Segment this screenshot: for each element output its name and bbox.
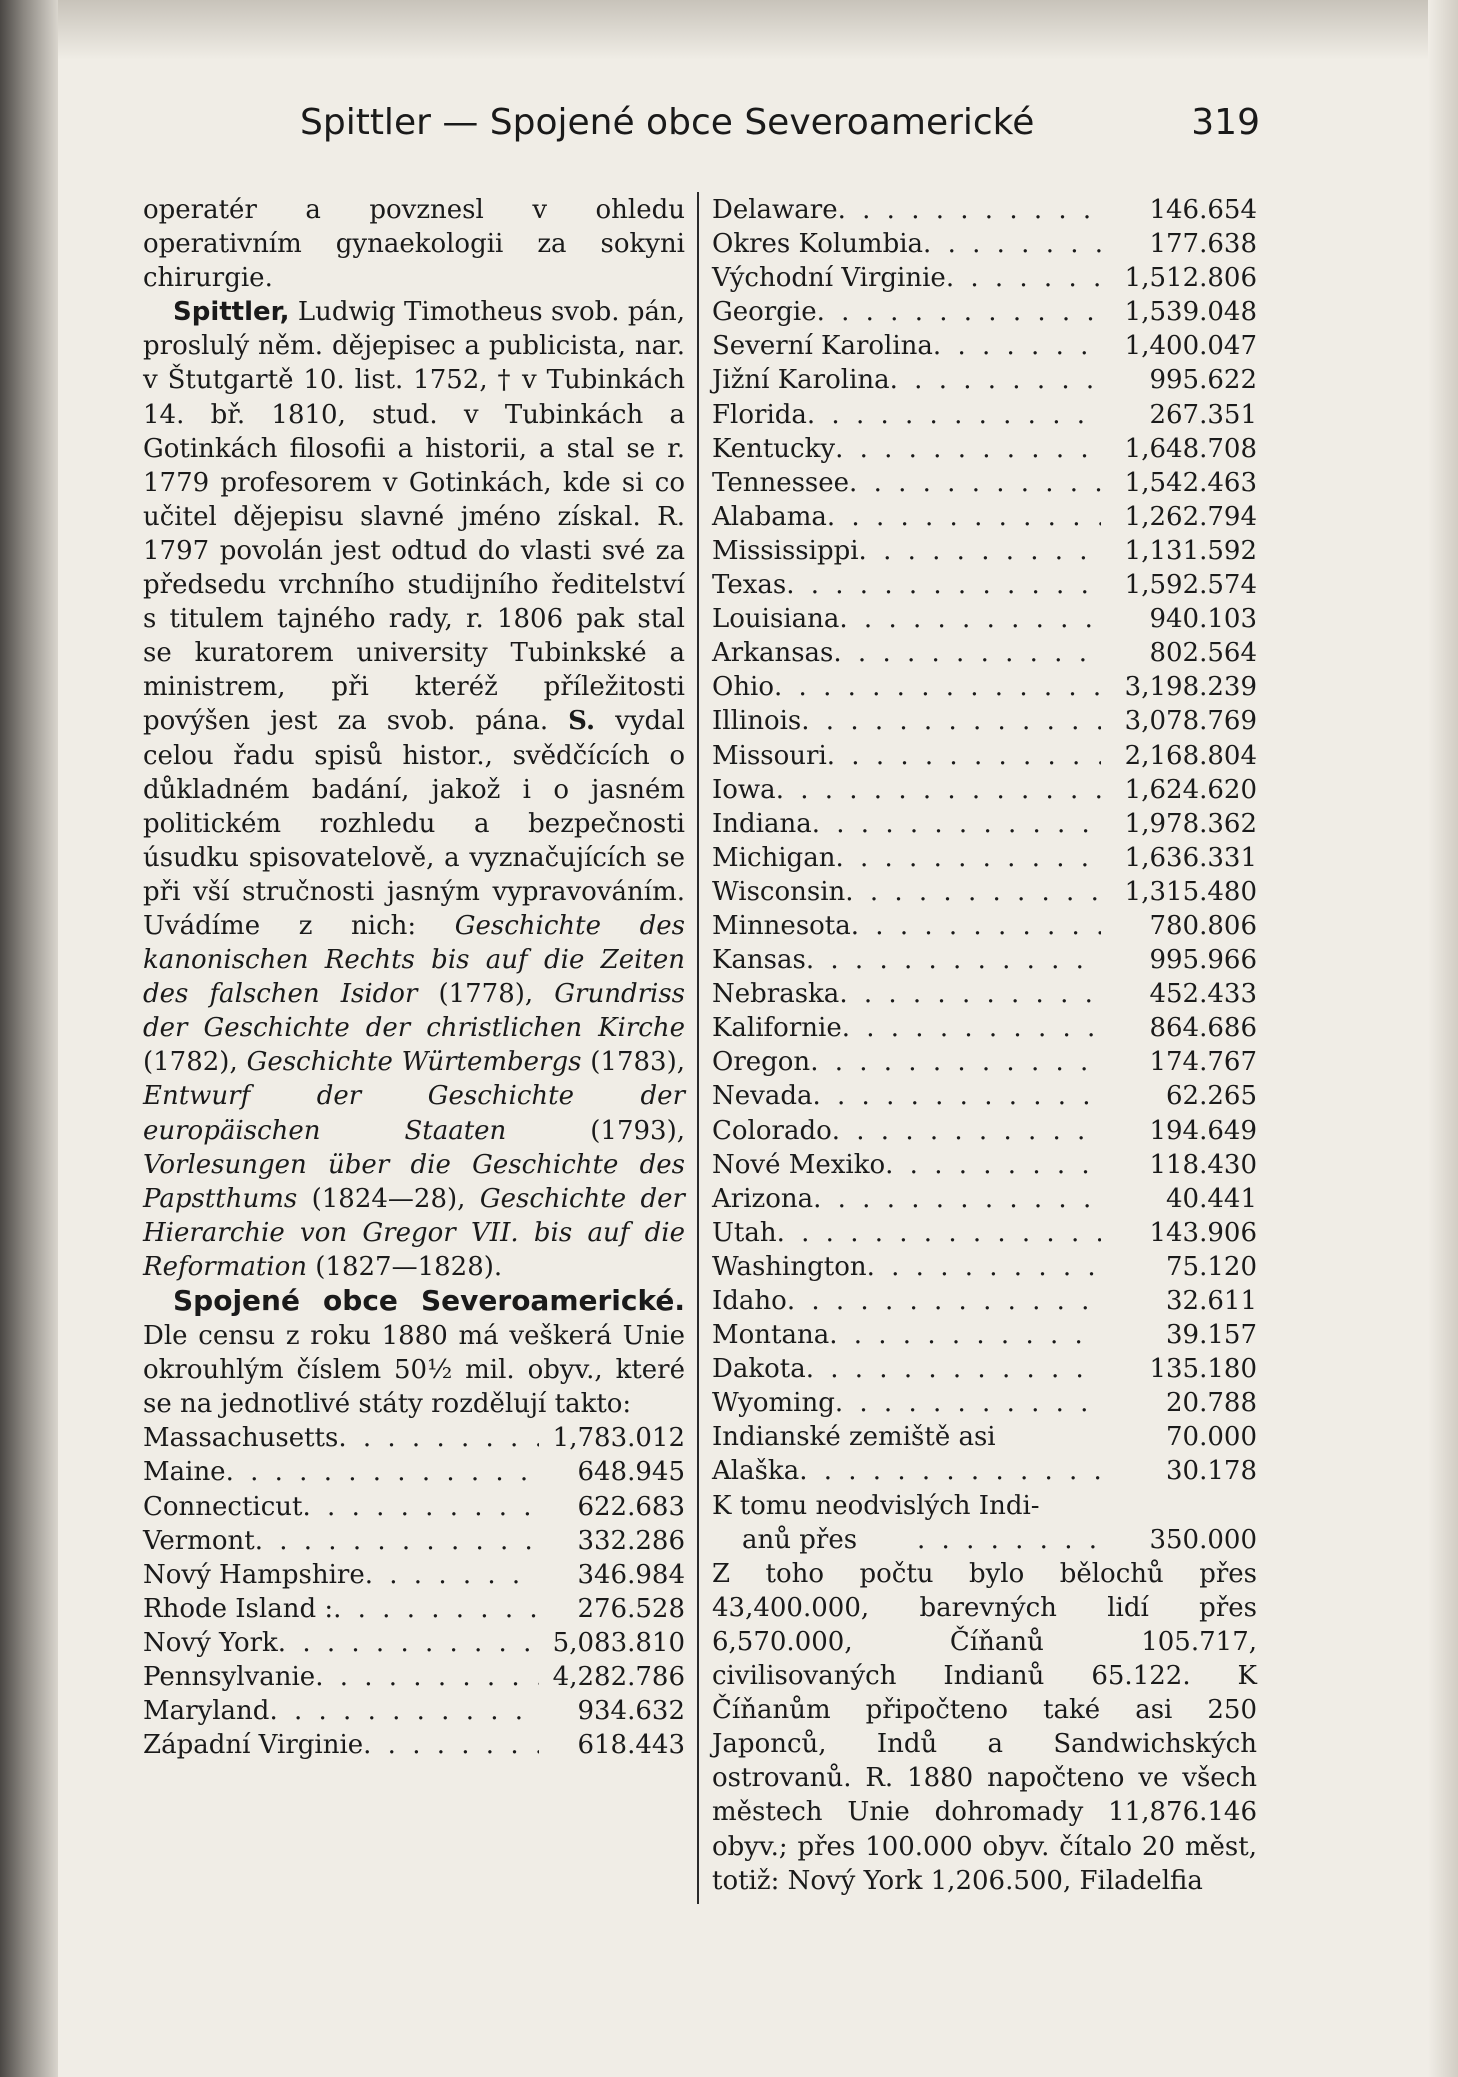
work-year: (1782), [143, 1047, 247, 1078]
page-edge-left [0, 0, 58, 2077]
table-row [143, 1558, 685, 1592]
paragraph-operater: operatér a povznesl v ohledu operativním gynaekologii za sokyni chirurgie. [143, 195, 685, 294]
table-row [712, 568, 1257, 602]
state-population: 276.528 [577, 1593, 685, 1624]
state-name: Maine [143, 1457, 226, 1488]
table-row [712, 1318, 1257, 1352]
state-name: Indianské zemiště asi [712, 1422, 996, 1453]
table-row [712, 500, 1257, 534]
page-edge-top [0, 0, 1458, 60]
state-name: Mississippi [712, 535, 859, 566]
leader-dots [835, 432, 1101, 466]
table-row [143, 1490, 685, 1524]
state-name: Západní Virginie [143, 1730, 364, 1761]
work-year: (1778), [417, 979, 555, 1010]
left-column [143, 193, 685, 1762]
state-name: Kentucky [712, 433, 836, 464]
state-name: Connecticut [143, 1491, 303, 1522]
state-name: Iowa [712, 774, 776, 805]
state-population: 648.945 [577, 1457, 685, 1488]
state-population: 177.638 [1149, 229, 1257, 260]
table-row-indians-label [712, 1489, 1257, 1523]
leader-dots [799, 1454, 1101, 1488]
work-title: Geschichte Würtembergs [246, 1047, 582, 1078]
leader-dots [832, 1114, 1101, 1148]
table-row [712, 1114, 1257, 1148]
work-year: (1824—28), [297, 1183, 480, 1214]
state-name: Colorado [712, 1115, 832, 1146]
indians-name: anů přes [742, 1524, 858, 1555]
table-row [712, 977, 1257, 1011]
state-population: 20.788 [1166, 1388, 1257, 1419]
leader-dots [269, 1694, 539, 1728]
state-population: 30.178 [1166, 1456, 1257, 1487]
state-name: Nevada [712, 1081, 813, 1112]
state-name: Alabama [712, 501, 827, 532]
state-name: Washington [712, 1251, 867, 1282]
entry-spittler [143, 295, 685, 1284]
entry-text: Ludwig Timotheus svob. pán, proslulý něm. dějepisec a publicista, nar. v Štutgartě 10. list. 1752, † v Tubinkách 14. bř. 1810, stud. v Tubinkách a Gotinkách filosofii a historii, a stal se r. 1779 profesorem v Gotinkách, kde si co učitel dějepisu slavné jméno získal. R. 1797 povolán jest odtud do vlasti své za předsedu vrchního studijního ředitelství s titulem tajného rady, r. 1806 pak stal se kuratorem university Tubinkské a ministrem, při kteréž příležitosti povýšen jest za svob. pána. [143, 297, 685, 737]
state-name: Massachusetts [143, 1423, 339, 1454]
table-row [712, 193, 1257, 227]
state-population: 1,978.362 [1124, 808, 1257, 839]
state-population: 146.654 [1149, 195, 1257, 225]
state-name: Severní Karolina [712, 331, 933, 362]
leader-dots [363, 1728, 539, 1762]
leader-dots [867, 1250, 1101, 1284]
census-table-right [712, 193, 1257, 1557]
state-population: 1,262.794 [1124, 501, 1257, 532]
state-name: Maryland [143, 1696, 270, 1727]
table-row [712, 773, 1257, 807]
state-population: 940.103 [1149, 604, 1257, 635]
leader-dots [303, 1490, 539, 1524]
leader-dots [255, 1524, 539, 1558]
state-population: 1,131.592 [1124, 535, 1257, 566]
state-population: 4,282.786 [552, 1662, 685, 1693]
leader-dots [786, 568, 1101, 602]
page-number: 319 [1191, 102, 1260, 143]
leader-dots [859, 534, 1101, 568]
table-row [712, 1045, 1257, 1079]
leader-dots [885, 1148, 1101, 1182]
state-population: 332.286 [577, 1525, 685, 1556]
state-population: 802.564 [1149, 638, 1257, 669]
state-name: Indiana [712, 808, 812, 839]
table-row [712, 670, 1257, 704]
table-row [712, 875, 1257, 909]
leader-dots [807, 398, 1101, 432]
table-row [143, 1524, 685, 1558]
leader-dots [776, 773, 1101, 807]
leader-dots [338, 1421, 539, 1455]
work-title: Grundriss der Geschichte der christlichen Kirche [143, 979, 686, 1044]
work-title: Geschichte der Hierarchie von Gregor VII. bis auf die Reformation [143, 1183, 685, 1282]
leader-dots [777, 1216, 1101, 1250]
state-population: 1,592.574 [1124, 570, 1257, 601]
table-row [712, 227, 1257, 261]
leader-dots [851, 909, 1101, 943]
state-population: 934.632 [577, 1696, 685, 1727]
state-name: Jižní Karolina [712, 365, 890, 396]
leader-dots [839, 977, 1101, 1011]
table-row [712, 466, 1257, 500]
state-population: 5,083.810 [552, 1627, 685, 1658]
state-name: Nový York [143, 1627, 278, 1658]
state-population: 1,783.012 [552, 1423, 685, 1454]
state-name: Arizona [712, 1183, 814, 1214]
state-name: Arkansas [712, 638, 834, 669]
table-row [143, 1592, 685, 1626]
leader-dots [315, 1660, 539, 1694]
leader-dots [827, 500, 1101, 534]
table-row [712, 1284, 1257, 1318]
state-population: 618.443 [577, 1730, 685, 1761]
state-population: 864.686 [1149, 1013, 1257, 1044]
leader-dots [833, 636, 1101, 670]
table-row [712, 1011, 1257, 1045]
state-population: 995.966 [1149, 945, 1257, 976]
leader-dots [835, 841, 1101, 875]
state-population: 995.622 [1149, 365, 1257, 396]
entry-text: Dle censu z roku 1880 má veškerá Unie okrouhlým číslem 50½ mil. obyv., které se na jednotlivé státy rozdělují takto: [143, 1321, 685, 1420]
state-population: 75.120 [1166, 1251, 1257, 1282]
state-population: 1,542.463 [1124, 467, 1257, 498]
state-name: Minnesota [712, 910, 851, 941]
indians-label: K tomu neodvislých Indi- [712, 1490, 1040, 1521]
leader-dots [278, 1626, 539, 1660]
leader-dots [787, 1284, 1101, 1318]
leader-dots [226, 1455, 539, 1489]
table-row [712, 1352, 1257, 1386]
leader-dots [774, 670, 1101, 704]
table-row [712, 739, 1257, 773]
entry-spojene-obce [143, 1284, 685, 1421]
state-population: 39.157 [1166, 1320, 1257, 1351]
table-row [143, 1421, 685, 1455]
leader-dots [835, 1386, 1101, 1420]
state-population: 62.265 [1166, 1081, 1257, 1112]
state-name: Wyoming [712, 1388, 835, 1419]
state-population: 267.351 [1149, 399, 1257, 430]
table-row [712, 807, 1257, 841]
closing-paragraph: Z toho počtu bylo bělochů přes 43,400.000, barevných lidí přes 6,570.000, Číňanů 105.717, civilisovaných Indianů 65.122. K Číňanům připočteno také asi 250 Japonců, Indů a Sandwichských ostrovanů. R. 1880 napočteno ve všech městech Unie dohromady 11,876.146 obyv.; přes 100.000 obyv. čítalo 20 měst, totiž: Nový York 1,206.500, Filadelfia [712, 1558, 1257, 1896]
state-name: Louisiana [712, 604, 840, 635]
work-title: Vorlesungen über die Geschichte des Papstthums [143, 1149, 685, 1214]
leader-dots [829, 1318, 1101, 1352]
state-name: Tennessee [712, 467, 850, 498]
entry-text: vydal celou řadu spisů histor., svědčících o důkladném badání, jakož i o jasném politickém rozhledu a bezpečnosti úsudku spisovatelově, a vyznačujících se při vší stručnosti jasným vypravováním. Uvádíme z nich: [143, 706, 685, 941]
state-name: Kalifornie [712, 1013, 842, 1044]
state-population: 40.441 [1166, 1183, 1257, 1214]
leader-dots [806, 1352, 1101, 1386]
state-name: Illinois [712, 706, 802, 737]
table-row [712, 1216, 1257, 1250]
table-row [143, 1728, 685, 1762]
state-name: Wisconsin [712, 876, 846, 907]
running-title: Spittler — Spojené obce Severoamerické [300, 102, 1035, 143]
table-row [712, 261, 1257, 295]
state-name: Ohio [712, 672, 775, 703]
state-name: Nové Mexiko [712, 1149, 886, 1180]
leader-dots [365, 1558, 539, 1592]
state-name: Pennsylvanie [143, 1662, 316, 1693]
table-row [712, 1386, 1257, 1420]
state-name: Georgie [712, 297, 817, 328]
table-row [143, 1455, 685, 1489]
state-name: Oregon [712, 1047, 811, 1078]
leader-dots [890, 363, 1101, 397]
leader-dots [812, 1079, 1101, 1113]
leader-dots [827, 739, 1101, 773]
table-row [712, 943, 1257, 977]
running-header [300, 102, 1260, 158]
state-population: 2,168.804 [1124, 740, 1257, 771]
leader-dots [801, 704, 1101, 738]
right-column [712, 193, 1257, 1898]
leader-dots [806, 943, 1101, 977]
table-row [712, 636, 1257, 670]
state-population: 135.180 [1149, 1354, 1257, 1385]
leader-dots [333, 1592, 539, 1626]
state-population: 1,400.047 [1124, 331, 1257, 362]
leader-dots [849, 466, 1101, 500]
state-name: Okres Kolumbia [712, 229, 924, 260]
leader-dots [817, 295, 1101, 329]
state-name: Nebraska [712, 979, 840, 1010]
table-row [712, 909, 1257, 943]
leader-dots [838, 193, 1101, 227]
work-year: (1793), [506, 1115, 686, 1146]
leader-dots [842, 1011, 1101, 1045]
state-population: 1,636.331 [1124, 842, 1257, 873]
state-name: Delaware [712, 195, 838, 225]
table-row [712, 398, 1257, 432]
leader-dots [839, 602, 1101, 636]
leader-dots [923, 227, 1101, 261]
state-population: 1,512.806 [1124, 263, 1257, 294]
table-row [712, 841, 1257, 875]
entry-abbrev: S. [568, 706, 596, 737]
state-population: 1,624.620 [1124, 774, 1257, 805]
table-row [712, 329, 1257, 363]
table-row [712, 1523, 1257, 1557]
state-name: Michigan [712, 842, 836, 873]
table-row [712, 432, 1257, 466]
table-row [712, 602, 1257, 636]
table-row [712, 1454, 1257, 1488]
census-table-left [143, 1421, 685, 1762]
leader-dots [857, 1523, 1101, 1557]
indians-population: 350.000 [1149, 1524, 1257, 1555]
entry-headword-spittler: Spittler, [173, 297, 290, 328]
table-row [143, 1660, 685, 1694]
state-name: Idaho [712, 1286, 787, 1316]
state-name: Missouri [712, 740, 827, 771]
state-population: 143.906 [1149, 1217, 1257, 1248]
leader-dots [933, 329, 1101, 363]
table-row [712, 1148, 1257, 1182]
state-population: 3,198.239 [1124, 672, 1257, 703]
table-row [143, 1694, 685, 1728]
work-year: (1783), [581, 1047, 686, 1078]
state-name: Montana [712, 1320, 830, 1351]
table-row [712, 534, 1257, 568]
work-title: Entwurf der Geschichte der europäischen Staaten [143, 1081, 685, 1146]
state-population: 194.649 [1149, 1115, 1257, 1146]
state-name: Rhode Island : [143, 1593, 334, 1624]
leader-dots [812, 807, 1101, 841]
state-name: Utah [712, 1217, 777, 1248]
state-name: Dakota [712, 1354, 806, 1385]
table-row [712, 1420, 1257, 1454]
leader-dots [845, 875, 1101, 909]
state-name: Alaška [712, 1456, 800, 1487]
state-name: Vermont [143, 1525, 255, 1556]
page-edge-right [1428, 0, 1458, 2077]
state-name: Nový Hampshire [143, 1559, 365, 1590]
leader-dots [946, 261, 1101, 295]
state-population: 32.611 [1166, 1286, 1257, 1316]
state-name: Východní Virginie [712, 263, 946, 294]
table-row [143, 1626, 685, 1660]
table-row [712, 363, 1257, 397]
state-population: 118.430 [1149, 1149, 1257, 1180]
work-year: (1827—1828). [307, 1251, 503, 1282]
state-population: 622.683 [577, 1491, 685, 1522]
state-population: 1,315.480 [1124, 876, 1257, 907]
state-population: 1,648.708 [1124, 433, 1257, 464]
leader-dots [996, 1420, 1101, 1454]
state-population: 452.433 [1149, 979, 1257, 1010]
state-population: 1,539.048 [1124, 297, 1257, 328]
work-title: Geschichte des kanonischen Rechts bis auf die Zeiten des falschen Isidor [143, 910, 685, 1010]
column-divider [697, 192, 699, 1904]
state-name: Texas [712, 570, 787, 601]
table-row [712, 295, 1257, 329]
leader-dots [813, 1182, 1101, 1216]
table-row [712, 1250, 1257, 1284]
state-name: Florida [712, 399, 807, 430]
state-population: 780.806 [1149, 910, 1257, 941]
state-population: 3,078.769 [1124, 706, 1257, 737]
state-name: Kansas [712, 945, 806, 976]
entry-headword-usa: Spojené obce Severoamerické. [173, 1284, 685, 1317]
state-population: 346.984 [577, 1559, 685, 1590]
leader-dots [810, 1045, 1101, 1079]
table-row [712, 704, 1257, 738]
table-row [712, 1182, 1257, 1216]
state-population: 174.767 [1149, 1047, 1257, 1078]
state-population: 70.000 [1166, 1422, 1257, 1453]
table-row [712, 1079, 1257, 1113]
